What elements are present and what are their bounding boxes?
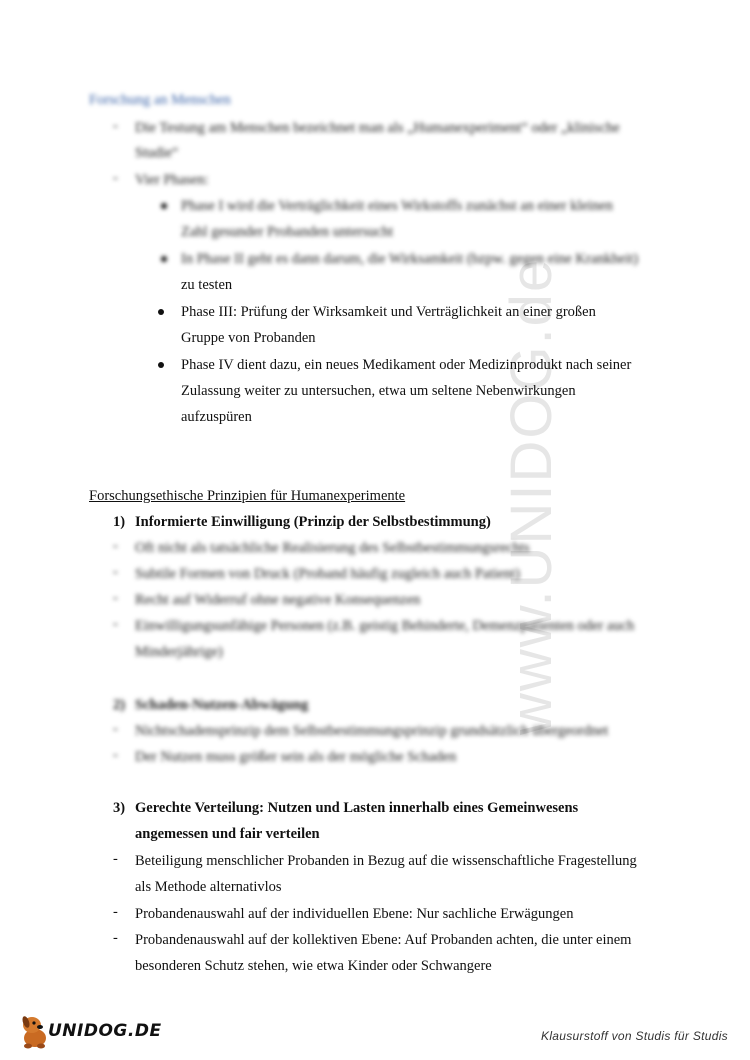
principle-number: 2): [113, 697, 126, 713]
footer-tagline: Klausurstoff von Studis für Studis: [541, 1029, 728, 1043]
bullet-marker: [161, 256, 167, 262]
bullet-marker: [158, 362, 164, 368]
list-item: Einwilligungsunfähige Personen (z.B. geistig Behinderte, Demenzpatienten oder auch: [135, 618, 635, 634]
unidog-logo[interactable]: [18, 1010, 162, 1050]
dash-marker: -: [113, 747, 118, 763]
principle-number: 3): [113, 800, 126, 816]
list-item: Probandenauswahl auf der individuellen Ebene: Nur sachliche Erwägungen: [135, 906, 574, 922]
dash-marker: -: [113, 851, 118, 867]
phase-item: zu testen: [181, 277, 233, 293]
dash-marker: -: [113, 616, 118, 632]
phase-item: Zulassung weiter zu untersuchen, etwa um seltene Nebenwirkungen: [181, 383, 576, 399]
phase-item: In Phase II geht es dann darum, die Wirksamkeit (bzpw. gegen eine Krankheit): [181, 251, 639, 267]
list-item: Beteiligung menschlicher Probanden in Bezug auf die wissenschaftliche Fragestellung: [135, 853, 637, 869]
principle-title: Gerechte Verteilung: Nutzen und Lasten innerhalb eines Gemeinwesens: [135, 800, 579, 816]
list-item: Vier Phasen:: [135, 172, 209, 188]
phase-item: Gruppe von Probanden: [181, 330, 316, 346]
list-item: Minderjährige): [135, 644, 223, 660]
principle-title: Schaden-Nutzen-Abwägung: [135, 697, 309, 713]
phase-item: aufzuspüren: [181, 409, 252, 425]
list-item: Recht auf Widerruf ohne negative Konsequenzen: [135, 592, 421, 608]
dash-marker: -: [113, 564, 118, 580]
list-item: Subtile Formen von Druck (Proband häufig zugleich auch Patient): [135, 566, 520, 582]
list-item: besonderen Schutz stehen, wie etwa Kinder oder Schwangere: [135, 958, 492, 974]
phase-item: Phase III: Prüfung der Wirksamkeit und Verträglichkeit an einer großen: [181, 304, 596, 320]
bullet-marker: [161, 203, 167, 209]
dash-marker: -: [113, 118, 118, 134]
list-item: Die Testung am Menschen bezeichnet man als „Humanexperiment“ oder „klinische: [135, 120, 620, 136]
phase-item: Phase I wird die Verträglichkeit eines Wirkstoffs zunächst an einer kleinen: [181, 198, 613, 214]
list-item: Probandenauswahl auf der kollektiven Ebene: Auf Probanden achten, die unter einem: [135, 932, 632, 948]
dog-icon: [18, 1012, 52, 1050]
dash-marker: -: [113, 170, 118, 186]
dash-marker: -: [113, 930, 118, 946]
list-item: Studie“: [135, 145, 179, 161]
dash-marker: -: [113, 904, 118, 920]
bullet-marker: [158, 309, 164, 315]
dash-marker: -: [113, 721, 118, 737]
phase-item: Zahl gesunder Probanden untersucht: [181, 224, 394, 240]
logo-text: UNIDOG.DE: [48, 1021, 162, 1041]
principle-title: angemessen und fair verteilen: [135, 826, 320, 842]
list-item: Nichtschadensprinzip dem Selbstbestimmungsprinzip grundsätzlich übergeordnet: [135, 723, 609, 739]
list-item: Der Nutzen muss größer sein als der mögliche Schaden: [135, 749, 457, 765]
watermark: www.UNIDOG.de: [499, 257, 564, 735]
section-title-prinzipien: Forschungsethische Prinzipien für Humanexperimente: [89, 488, 406, 504]
dash-marker: -: [113, 590, 118, 606]
section-title-forschung: Forschung an Menschen: [89, 92, 231, 108]
phase-item: Phase IV dient dazu, ein neues Medikament oder Medizinprodukt nach seiner: [181, 357, 632, 373]
list-item: Oft nicht als tatsächliche Realisierung des Selbstbestimmungsrechts: [135, 540, 530, 556]
dash-marker: -: [113, 538, 118, 554]
list-item: als Methode alternativlos: [135, 879, 282, 895]
principle-number: 1): [113, 514, 126, 530]
principle-title: Informierte Einwilligung (Prinzip der Selbstbestimmung): [135, 514, 491, 530]
